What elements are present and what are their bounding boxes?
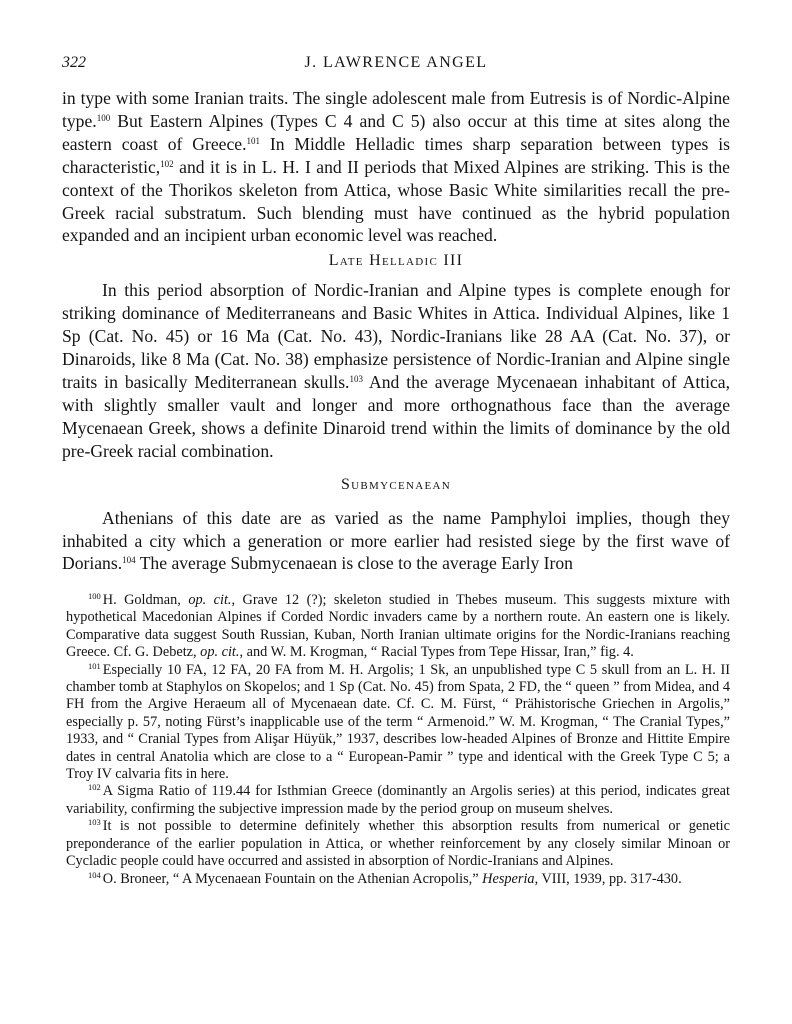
footnote-ref-102[interactable]: 102 — [160, 158, 174, 169]
body-text — [62, 87, 730, 575]
footnote-number: 100 — [88, 591, 101, 601]
page-number: 322 — [62, 54, 86, 71]
footnote-ref-104[interactable]: 104 — [122, 555, 136, 566]
footnote-number: 104 — [88, 869, 101, 880]
paragraph-late-helladic: In this period absorption of Nordic-Iranian and Alpine types is complete enough for striking dominance of Mediterraneans and Basic Whites in Attica. Individual Alpines, like 1 Sp (Cat. No. 45) or 16 Ma (Cat. No. 43), Nordic-Iranians like 28 AA (Cat. No. 37), or Dinaroids, like 8 Ma (Cat. No. 38) emphasize persistence of Nordic-Iranian and Alpine single traits in basically Mediterranean skulls.$^{103}$ And the average Mycenaean inhabitant of Attica, with slightly smaller vault and longer and more orthognathous face than the average Mycenaean Greek, shows a definite Dinaroid trend within the limits of dominance by the old pre-Greek racial combination. — [62, 280, 730, 461]
paragraph-continuation: in type with some Iranian traits. The single adolescent male from Eutresis is of Nordic-Alpine type.$^{100}$ But Eastern Alpines (Types C 4 and C 5) also occur at this time at sites along the eastern coast of Greece.$^{101}$ In Middle Helladic times sharp separation between types is characteristic,$^{102}$ and it is in L. H. I and II periods that Mixed Alpines are striking. This is the context of the Thorikos skeleton from Attica, whose Basic White similarities recall the pre-Greek racial substratum. Such blending must have continued as the hybrid population expanded and an incipient urban economic level was reached. — [62, 88, 730, 246]
footnote-ref-103[interactable]: 103 — [349, 373, 363, 384]
running-head — [62, 54, 730, 76]
section-heading-submycenaean: Submycenaean — [340, 475, 452, 493]
footnote-ref-101[interactable]: 101 — [246, 135, 260, 146]
footnote-101: $^{101}$ Especially 10 FA, 12 FA, 20 FA from M. H. Argolis; 1 Sk, an unpublished type C 5 skull from an L. H. II chamber tomb at Staphylos on Skopelos; and 1 Sp (Cat. No. 45) from Spata, 2 FD, the “ queen ” from Midea, and 4 FH from the Argive Heraeum all of Mycenaean date. Cf. C. M. Fürst, “ Prähistorische Griechen in Argolis,” especially p. 57, noting Fürst’s inapplicable use of the term “ Armenoid.” W. M. Krogman, “ The Cranial Types,” 1933, and “ Cranial Types from Alişar Hüyük,” 1937, describes low-headed Alpines of Bronze and Hittite Empire dates in central Anatolia which are close to a “ European-Pamir ” type and identical with the Greek Type C 5; a Troy IV calvaria fits in here. — [66, 660, 730, 783]
footnote-102: $^{102}$ A Sigma Ratio of 119.44 for Isthmian Greece (dominantly an Argolis series) at this period, indicates great variability, confirming the subjective impression made by the period group on museum shelves. — [66, 782, 730, 817]
footnote-100: $^{100}$ H. Goldman, op. cit., Grave 12 (?); skeleton studied in Thebes museum. This suggests mixture with hypothetical Macedonian Alpines if Corded Nordic invaders came by a northern route. An eastern one is likely. Comparative data suggest South Russian, Kuban, North Iranian ultimate origins for the Nordic-Iranians reaching Greece. Cf. G. Debetz, op. cit., and W. M. Krogman, “ Racial Types from Tepe Hissar, Iran,” fig. 4. — [66, 591, 731, 661]
footnote-number: 101 — [88, 660, 101, 671]
paragraph-submycenaean: Athenians of this date are as varied as the name Pamphyloi implies, though they inhabited a city which a generation or more earlier had resisted siege by the first wave of Dorians.$^{104}$ The average Submycenaean is close to the average Early Iron — [62, 507, 730, 574]
footnote-ref-100[interactable]: 100 — [96, 112, 111, 123]
footnotes — [66, 592, 730, 888]
running-title: J. LAWRENCE ANGEL — [304, 54, 488, 71]
section-heading-late-helladic-iii: Late Helladic III — [328, 252, 464, 270]
footnote-number: 103 — [88, 817, 101, 828]
footnote-number: 102 — [88, 782, 101, 793]
footnote-103: $^{103}$ It is not possible to determine definitely whether this absorption results from numerical or genetic preponderance of the earlier population in Attica, or whether reinforcement by any closely similar Minoan or Cycladic people could have occurred and assisted in absorption of Nordic-Iranians and Alpines. — [66, 817, 730, 870]
footnote-104: $^{104}$ O. Broneer, “ A Mycenaean Fountain on the Athenian Acropolis,” Hesperia, VIII, 1939, pp. 317-430. — [88, 869, 682, 887]
